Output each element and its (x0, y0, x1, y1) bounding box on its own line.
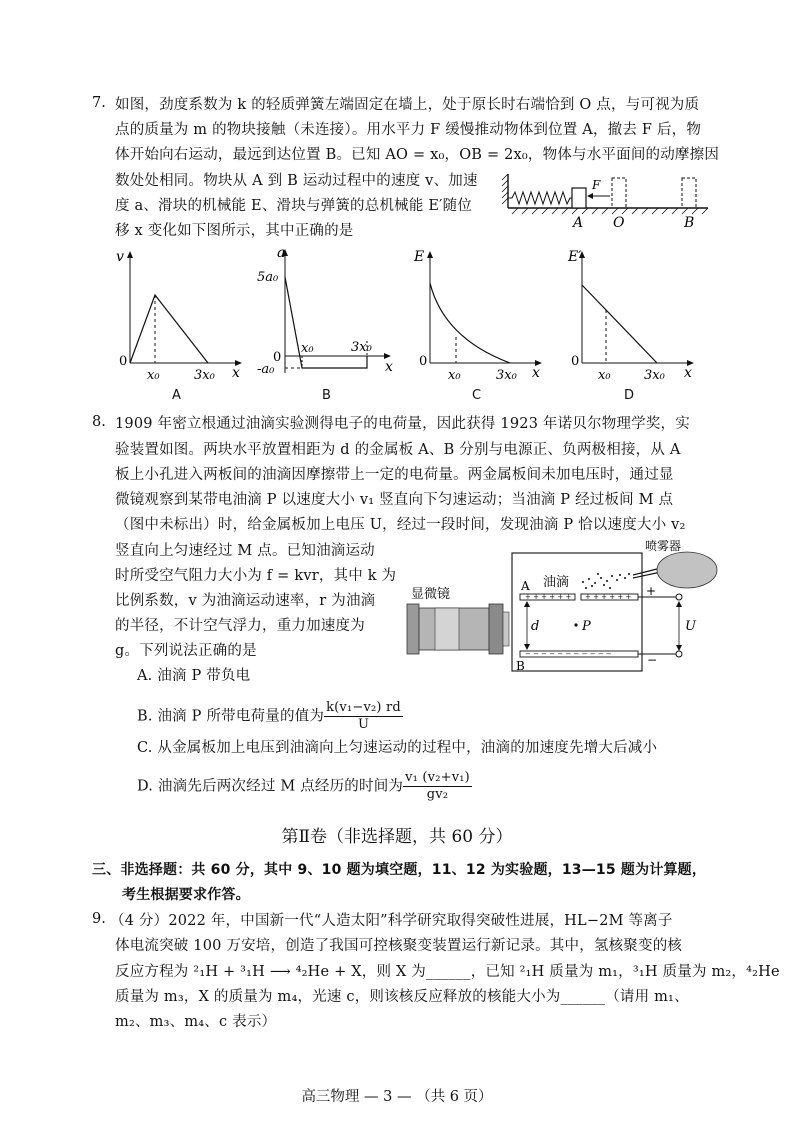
q8-number: 8. (92, 414, 106, 430)
q9-line-3: 反应方程为 ²₁H + ³₁H ⟶ ⁴₂He + X，则 X 为______，已知 ²₁H 质量为 m₁，³₁H 质量为 m₂，⁴₂He (115, 964, 780, 980)
section-2-title: 第Ⅱ卷（非选择题，共 60 分） (281, 827, 513, 847)
fig-label-plate-b: B (516, 659, 525, 673)
q8-option-d-fraction (403, 770, 472, 803)
q8-option-a: A. 油滴 P 带负电 (137, 668, 251, 684)
fig-label-B: B (684, 215, 695, 231)
graph-d-origin: 0 (571, 354, 580, 369)
q8-line-4: 微镜观察到某带电油滴 P 以速度大小 v₁ 竖直向下匀速运动；当油滴 P 经过板间 M 点 (115, 492, 674, 508)
graph-d-xaxis: x (684, 365, 692, 381)
fig-label-O: O (613, 215, 625, 231)
q8-line-6: 竖直向上匀速经过 M 点。已知油滴运动 (115, 543, 375, 559)
svg-text:+ + + + + +: + + + + + + (525, 593, 572, 601)
fig-label-d: d (531, 619, 540, 634)
q8-option-d-numerator: v₁ (v₂+v₁) (405, 770, 470, 785)
fig-label-u: U (685, 619, 696, 634)
q8-option-b-fraction (324, 700, 403, 733)
q9-number: 9. (92, 911, 106, 927)
part-3-heading-line-2: 考生根据要求作答。 (122, 887, 250, 903)
q8-line-5: （图中未标出）时，给金属板加上电压 U，经过一段时间，发现油滴 P 恰以速度大小 v₂ (115, 517, 686, 533)
q8-option-b-text: B. 油滴 P 所带电荷量的值为 (137, 708, 325, 725)
graph-b-ytop: 5a₀ (257, 270, 279, 285)
q7-line-1: 如图，劲度系数为 k 的轻质弹簧左端固定在墙上，处于原长时右端恰到 O 点，与可视为质 (115, 97, 700, 113)
q8-option-c: C. 从金属板加上电压到油滴向上匀速运动的过程中，油滴的加速度先增大后减小 (137, 740, 658, 756)
q8-line-9: 的半径，不计空气浮力，重力加速度为 (115, 618, 365, 634)
q9-line-4: 质量为 m₃，X 的质量为 m₄，光速 c，则该核反应释放的核能大小为______（请用 m₁、 (115, 989, 689, 1005)
option-d-label: D (624, 388, 635, 403)
fig-label-plate-a: A (521, 579, 530, 593)
graph-b-xaxis: x (385, 359, 393, 375)
fig-label-F: F (592, 178, 601, 192)
q8-option-d (137, 770, 472, 803)
q7-line-4: 数处处相同。物块从 A 到 B 运动过程中的速度 v、加速 (115, 173, 478, 189)
q8-option-d-text: D. 油滴先后两次经过 M 点经历的时间为 (137, 778, 404, 795)
graph-a-xaxis: x (232, 365, 240, 381)
graph-a-tick-x0: x₀ (147, 368, 160, 383)
q7-line-2: 点的质量为 m 的物块接触（未连接）。用水平力 F 缓慢推动物体到位置 A，撤去 F 后，物 (115, 122, 702, 138)
graph-b-tick-x0: x₀ (301, 341, 314, 356)
graph-c-tick-3x0: 3x₀ (496, 368, 517, 383)
graph-b-origin: 0 (273, 350, 282, 365)
q7-line-6: 移 x 变化如下图所示，其中正确的是 (115, 223, 354, 239)
graph-d-tick-x0: x₀ (598, 368, 611, 383)
q8-line-2: 验装置如图。两块水平放置相距为 d 的金属板 A、B 分别与电源正、负两极相接，从 A (115, 442, 681, 458)
fig-label-A: A (573, 215, 584, 231)
millikan-apparatus-figure (405, 538, 720, 678)
q8-line-10: g。下列说法正确的是 (115, 643, 257, 659)
graph-d-yaxis: E′ (568, 249, 582, 265)
spring-block-figure (500, 170, 715, 232)
graph-c-origin: 0 (419, 354, 428, 369)
option-b-label: B (322, 388, 331, 403)
q8-option-b-denominator: U (357, 717, 370, 732)
page-footer: 高三物理 — 3 — （共 6 页） (301, 1089, 493, 1105)
q7-number: 7. (92, 95, 106, 111)
fig-label-oil: 油滴 (543, 575, 570, 590)
graph-d-total-energy (562, 243, 702, 383)
part-3-heading-line-1: 三、非选择题：共 60 分，其中 9、10 题为填空题，11、12 为实验题，13—15 题为计算题， (92, 862, 707, 878)
graph-b-tick-3x0: 3x₀ (351, 340, 372, 355)
q9-line-5: m₂、m₃、m₄、c 表示） (115, 1014, 277, 1030)
option-a-label: A (172, 388, 181, 403)
q8-option-b-numerator: k(v₁−v₂) rd (326, 700, 401, 715)
svg-text:− − − − − − − − − − −: − − − − − − − − − − − (525, 650, 612, 658)
q8-line-1: 1909 年密立根通过油滴实验测得电子的电荷量，因此获得 1923 年诺贝尔物理学奖，实 (115, 416, 690, 432)
q8-line-7: 时所受空气阻力大小为 f = kvr，其中 k 为 (115, 568, 397, 584)
q8-option-d-denominator: gv₂ (426, 787, 449, 802)
fig-label-minus: − (647, 653, 658, 667)
q8-line-8: 比例系数，v 为油滴运动速率，r 为油滴 (115, 593, 376, 609)
graph-a-origin: 0 (119, 354, 128, 369)
q7-line-3: 体开始向右运动，最远到达位置 B。已知 AO = x₀，OB = 2x₀，物体与水平面间的动摩擦因 (115, 147, 720, 163)
graph-d-tick-3x0: 3x₀ (644, 368, 665, 383)
graph-c-yaxis: E (414, 249, 425, 265)
graph-c-mechanical-energy (410, 243, 550, 383)
fig-label-p: P (582, 619, 591, 634)
graph-b-acceleration (255, 243, 400, 383)
q9-line-2: 体电流突破 100 万安培，创造了我国可控核聚变装置运行新记录。其中，氢核聚变的核 (115, 938, 683, 954)
q8-option-b (137, 700, 403, 733)
option-c-label: C (472, 388, 482, 403)
fig-label-sprayer: 喷雾器 (645, 539, 682, 553)
graph-a-yaxis: v (116, 249, 124, 265)
fig-label-microscope: 显微镜 (411, 587, 451, 602)
graph-a-velocity (110, 243, 250, 383)
q8-line-3: 板上小孔进入两板间的油滴因摩擦带上一定的电荷量。两金属板间未加电压时，通过显 (115, 467, 674, 483)
graph-a-tick-3x0: 3x₀ (194, 368, 215, 383)
fig-label-plus: + (646, 584, 657, 598)
graph-b-ybottom: -a₀ (257, 362, 275, 377)
graph-c-xaxis: x (532, 365, 540, 381)
q7-line-5: 度 a、滑块的机械能 E、滑块与弹簧的总机械能 E′随位 (115, 198, 473, 214)
svg-text:+ + + + + +: + + + + + + (585, 593, 632, 601)
q9-line-1: （4 分）2022 年，中国新一代“人造太阳”科学研究取得突破性进展，HL−2M 等离子 (110, 913, 673, 929)
graph-b-yaxis: a (277, 245, 286, 261)
graph-c-tick-x0: x₀ (448, 368, 461, 383)
